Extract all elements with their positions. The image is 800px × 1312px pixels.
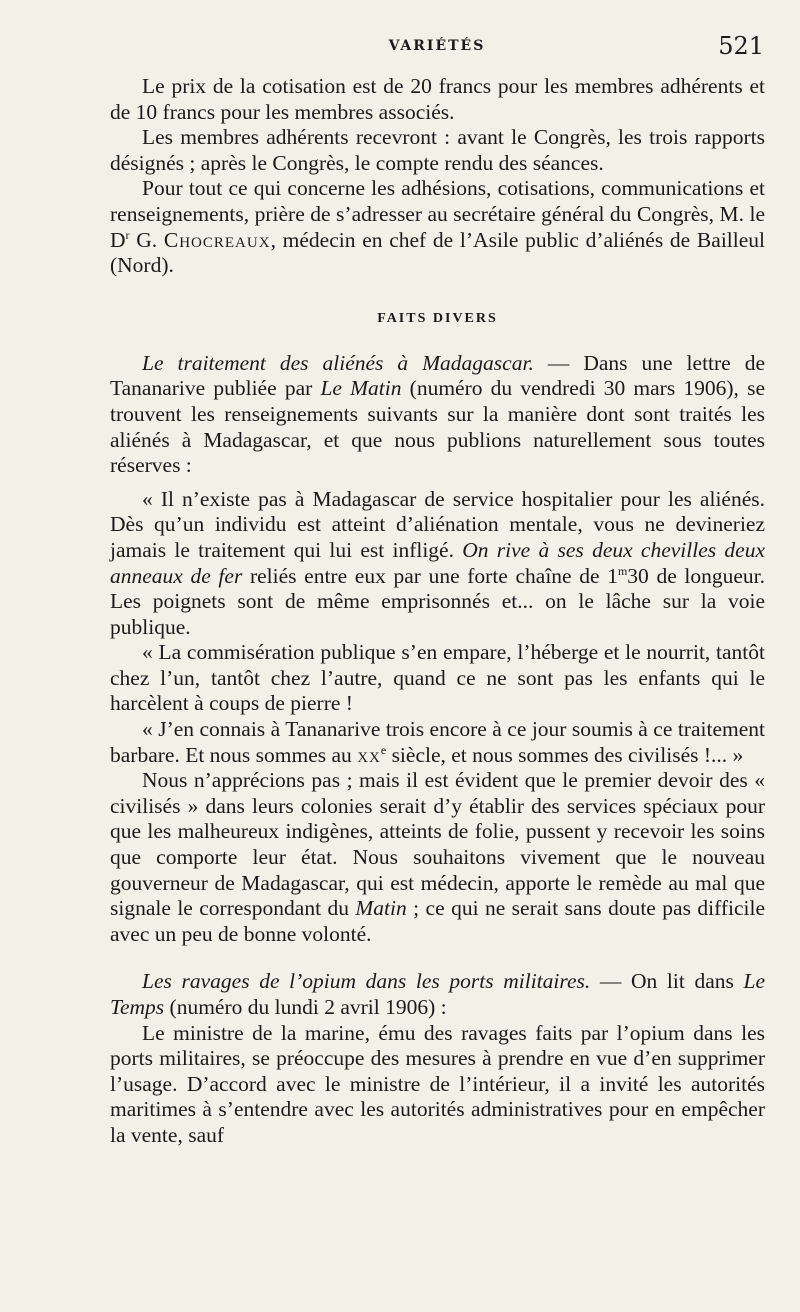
paragraph-membres: Les membres adhérents recevront : avant le Congrès, les trois rapports désignés ; après le Congrès, le compte rendu des séances.	[110, 125, 765, 175]
article2-lead: Les ravages de l’opium dans les ports militaires. — On lit dans Le Temps (numéro du lundi 2 avril 1906) :	[110, 969, 765, 1019]
secretary-name: Chocreaux	[163, 227, 271, 252]
article1-lead: Le traitement des aliénés à Madagascar. — Dans une lettre de Tananarive publiée par Le Matin (numéro du vendredi 30 mars 1906), se trouvent les renseignements suivants sur la manière dont sont traités les aliénés à Madagascar, et que nous publions naturellement sous toutes réserves :	[110, 350, 765, 478]
paragraph-contact: Pour tout ce qui concerne les adhésions, cotisations, communications et renseignements, prière de s’adresser au secrétaire général du Congrès, M. le $D^r$ G. Chocreaux, médecin en chef de l’Asile public d’aliénés de Bailleul (Nord).	[110, 176, 766, 278]
page-header	[110, 32, 764, 68]
running-title: VARIÉTÉS	[388, 38, 486, 54]
page-number: 521	[718, 32, 764, 60]
article1-source: Le Matin	[320, 376, 402, 401]
article1-comment: Nous n’apprécions pas ; mais il est évident que le premier devoir des « civilisés » dans leurs colonies serait d’y établir des services spéciaux pour que les malheureux indigènes, atteints de folie, pussent y recevoir les soins que comporte leur état. Nous souhaitons vivement que le nouveau gouverneur de Madagascar, qui est médecin, apporte le remède au mal que signale le correspondant du Matin ; ce qui ne serait sans doute pas difficile avec un peu de bonne volonté.	[110, 768, 766, 946]
page-body	[110, 74, 765, 1149]
article2-source: Le Temps	[110, 969, 765, 1019]
article1-quote-2: « La commisération publique s’en empare, l’héberge et le nourrit, tantôt chez l’un, tantôt chez l’autre, quand ce ne sont pas les enfants qui le harcèlent à coups de pierre !	[110, 640, 765, 716]
article1-title: Le traitement des aliénés à Madagascar.	[142, 350, 534, 375]
article1-quote-3: « J’en connais à Tananarive trois encore à ce jour soumis à ce traitement barbare. Et nous sommes au $xx^e$ siècle, et nous sommes des civilisés !... »	[110, 717, 765, 767]
paragraph-cotisation: Le prix de la cotisation est de 20 francs pour les membres adhérents et de 10 francs pour les membres associés.	[110, 74, 765, 124]
article2-title: Les ravages de l’opium dans les ports militaires.	[142, 969, 591, 994]
article1-quote-1: « Il n’existe pas à Madagascar de service hospitalier pour les aliénés. Dès qu’un individu est atteint d’aliénation mentale, vous ne devineriez jamais le traitement qui lui est infligé. On rive à ses deux chevilles deux anneaux de fer reliés entre eux par une forte chaîne de 1$^m$30 de longueur. Les poignets sont de même emprisonnés et... on le lâche sur la voie publique.	[110, 486, 765, 639]
section-title: FAITS DIVERS	[377, 310, 498, 326]
article2-body: Le ministre de la marine, ému des ravages faits par l’opium dans les ports militaires, se préoccupe des mesures à prendre en vue d’en supprimer l’usage. D’accord avec le ministre de l’intérieur, il a invité les autorités maritimes à s’entendre avec les autorités administratives pour en empêcher la vente, sauf	[110, 1020, 765, 1147]
